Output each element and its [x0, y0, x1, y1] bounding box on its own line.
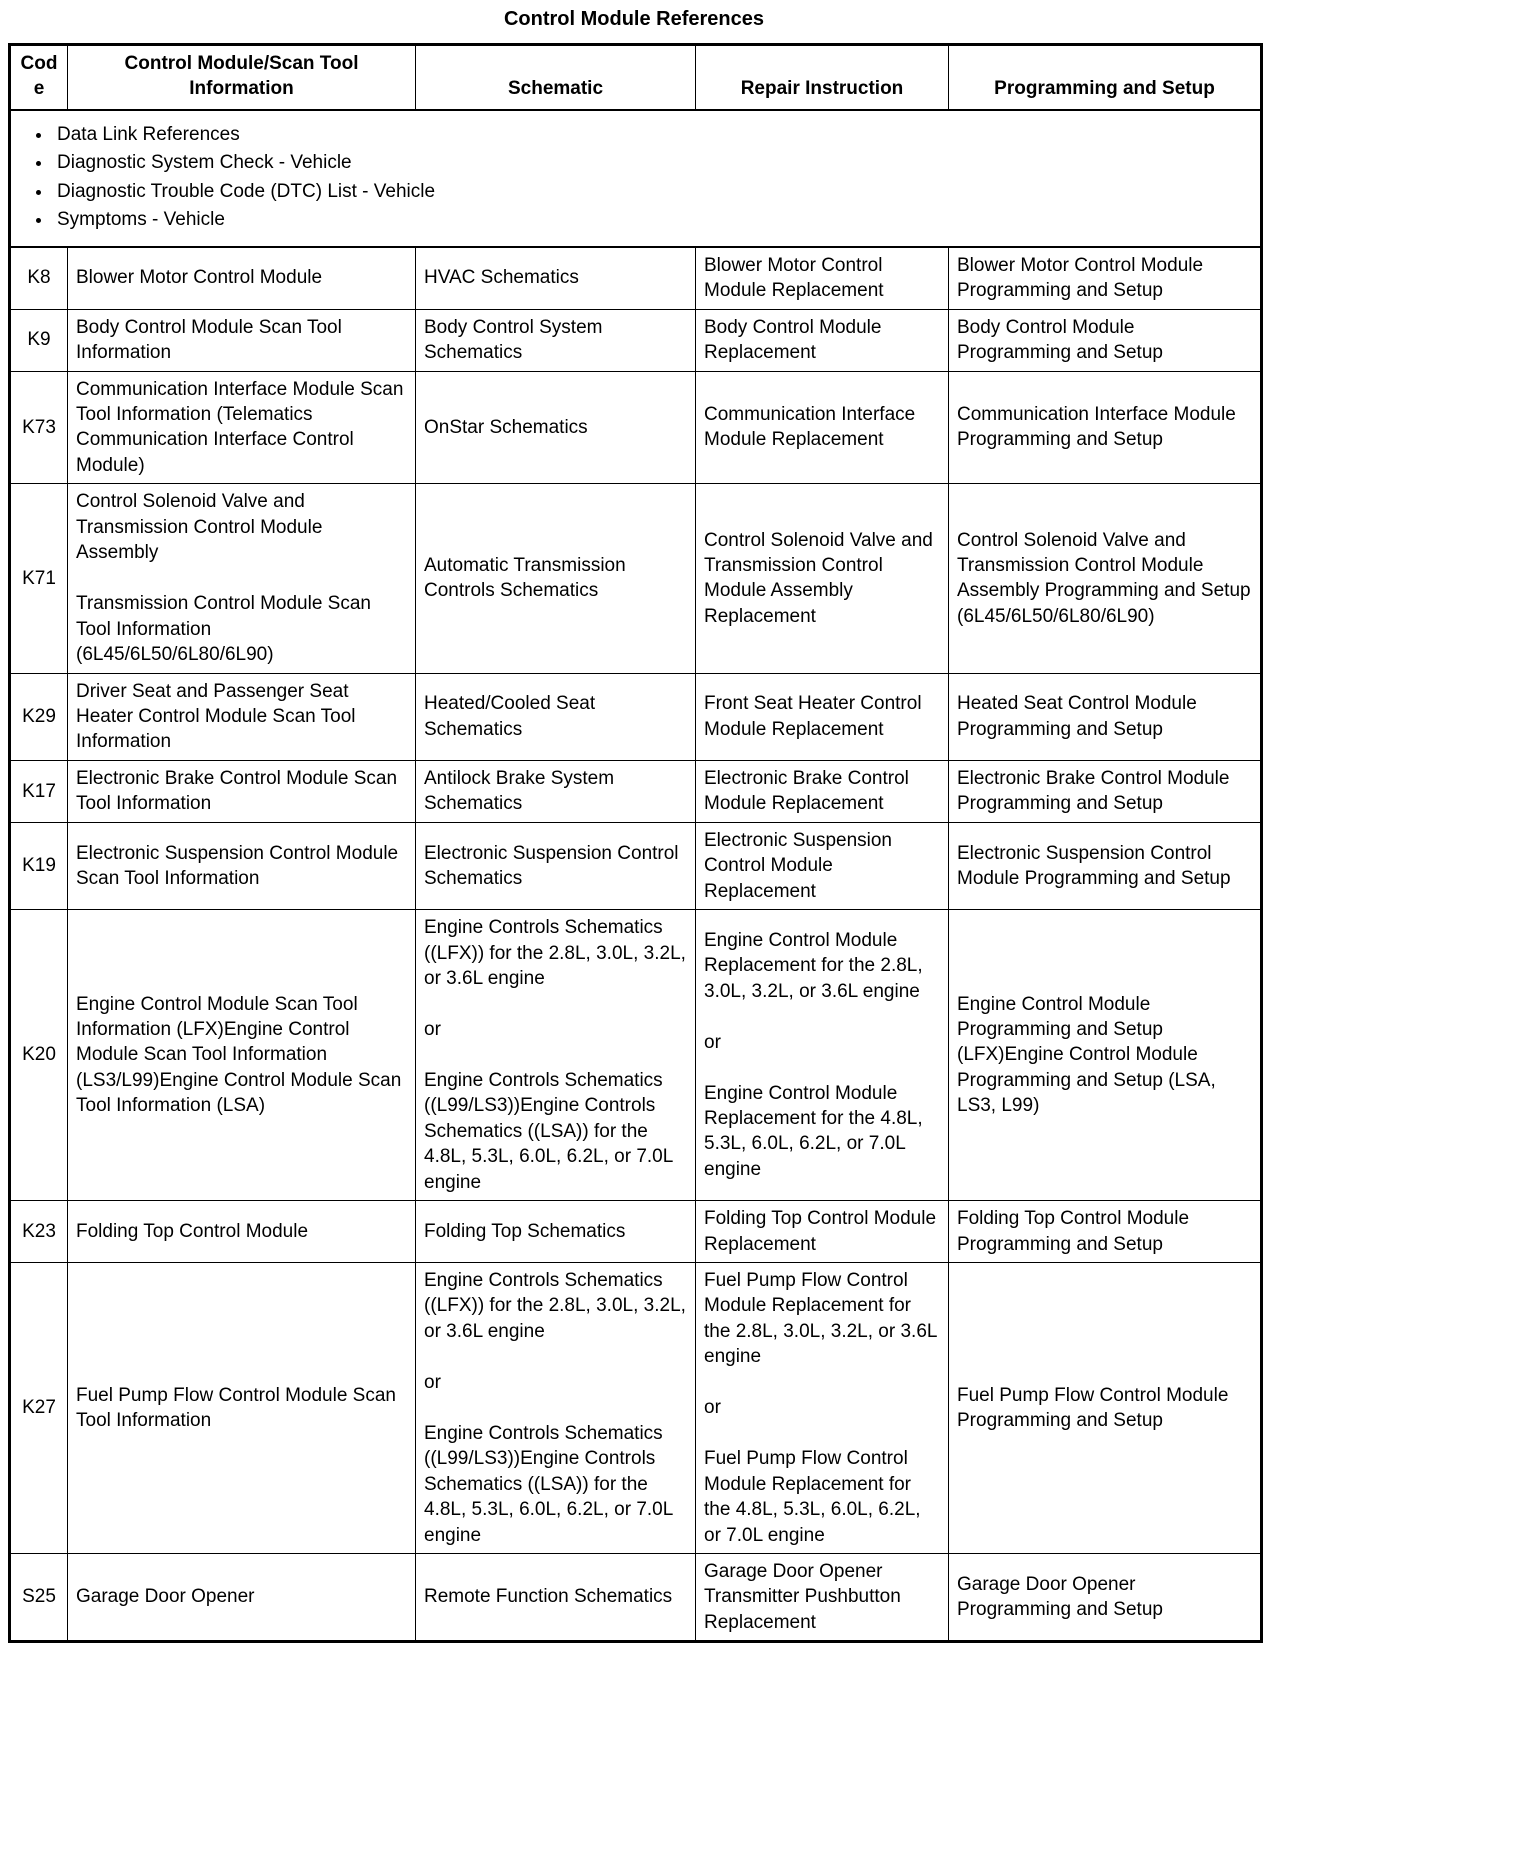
table-row [10, 1263, 1262, 1554]
programming-cell: Electronic Brake Control Module Programming and Setup [949, 760, 1262, 822]
programming-cell: Fuel Pump Flow Control Module Programming and Setup [949, 1263, 1262, 1554]
code-cell: K8 [10, 247, 68, 309]
code-cell: K20 [10, 910, 68, 1201]
code-cell: K23 [10, 1201, 68, 1263]
schematic-cell: Electronic Suspension Control Schematics [416, 822, 696, 909]
schematic-cell: OnStar Schematics [416, 371, 696, 484]
repair-cell: Fuel Pump Flow Control Module Replacement for the 2.8L, 3.0L, 3.2L, or 3.6L engine or Fuel Pump Flow Control Module Replacement for the 4.8L, 5.3L, 6.0L, 6.2L, or 7.0L engine [696, 1263, 949, 1554]
table-row [10, 484, 1262, 673]
col-header-programming: Programming and Setup [949, 45, 1262, 110]
general-references-list [21, 122, 1250, 233]
list-item: • Diagnostic System Check - Vehicle [53, 150, 1250, 175]
programming-cell: Engine Control Module Programming and Setup (LFX)Engine Control Module Programming and Setup (LSA, LS3, L99) [949, 910, 1262, 1201]
general-references-cell [10, 110, 1262, 247]
code-cell: K71 [10, 484, 68, 673]
programming-cell: Electronic Suspension Control Module Programming and Setup [949, 822, 1262, 909]
list-item: • Diagnostic Trouble Code (DTC) List - Vehicle [53, 179, 1250, 204]
col-header-info: Control Module/Scan Tool Information [68, 45, 416, 110]
programming-cell: Garage Door Opener Programming and Setup [949, 1554, 1262, 1642]
code-cell: S25 [10, 1554, 68, 1642]
info-cell: Communication Interface Module Scan Tool Information (Telematics Communication Interface Control Module) [68, 371, 416, 484]
code-cell: K27 [10, 1263, 68, 1554]
schematic-cell: Remote Function Schematics [416, 1554, 696, 1642]
info-cell: Electronic Brake Control Module Scan Tool Information [68, 760, 416, 822]
table-row [10, 371, 1262, 484]
code-cell: K19 [10, 822, 68, 909]
schematic-cell: HVAC Schematics [416, 247, 696, 309]
general-references-row [10, 110, 1262, 247]
schematic-cell: Antilock Brake System Schematics [416, 760, 696, 822]
info-cell: Fuel Pump Flow Control Module Scan Tool Information [68, 1263, 416, 1554]
code-cell: K9 [10, 309, 68, 371]
repair-cell: Control Solenoid Valve and Transmission Control Module Assembly Replacement [696, 484, 949, 673]
document-body [8, 8, 1260, 1643]
code-cell: K73 [10, 371, 68, 484]
table-row [10, 673, 1262, 760]
code-cell: K29 [10, 673, 68, 760]
table-row [10, 1554, 1262, 1642]
schematic-cell: Automatic Transmission Controls Schematics [416, 484, 696, 673]
control-module-references-table [8, 43, 1263, 1643]
table-row [10, 760, 1262, 822]
table-header [10, 45, 1262, 110]
code-cell: K17 [10, 760, 68, 822]
repair-cell: Communication Interface Module Replacement [696, 371, 949, 484]
repair-cell: Body Control Module Replacement [696, 309, 949, 371]
list-item: • Symptoms - Vehicle [53, 207, 1250, 232]
repair-cell: Folding Top Control Module Replacement [696, 1201, 949, 1263]
schematic-cell: Body Control System Schematics [416, 309, 696, 371]
repair-cell: Electronic Suspension Control Module Replacement [696, 822, 949, 909]
repair-cell: Engine Control Module Replacement for the 2.8L, 3.0L, 3.2L, or 3.6L engine or Engine Control Module Replacement for the 4.8L, 5.3L, 6.0L, 6.2L, or 7.0L engine [696, 910, 949, 1201]
table-row [10, 1201, 1262, 1263]
info-cell: Electronic Suspension Control Module Scan Tool Information [68, 822, 416, 909]
repair-cell: Garage Door Opener Transmitter Pushbutton Replacement [696, 1554, 949, 1642]
programming-cell: Blower Motor Control Module Programming and Setup [949, 247, 1262, 309]
repair-cell: Blower Motor Control Module Replacement [696, 247, 949, 309]
table-body [10, 110, 1262, 1642]
programming-cell: Communication Interface Module Programming and Setup [949, 371, 1262, 484]
repair-cell: Front Seat Heater Control Module Replacement [696, 673, 949, 760]
table-row [10, 822, 1262, 909]
schematic-cell: Engine Controls Schematics ((LFX)) for the 2.8L, 3.0L, 3.2L, or 3.6L engine or Engine Controls Schematics ((L99/LS3))Engine Controls Schematics ((LSA)) for the 4.8L, 5.3L, 6.0L, 6.2L, or 7.0L engine [416, 910, 696, 1201]
table-row [10, 910, 1262, 1201]
col-header-code: Code [10, 45, 68, 110]
info-cell: Control Solenoid Valve and Transmission Control Module Assembly Transmission Control Module Scan Tool Information (6L45/6L50/6L80/6L90) [68, 484, 416, 673]
schematic-cell: Engine Controls Schematics ((LFX)) for the 2.8L, 3.0L, 3.2L, or 3.6L engine or Engine Controls Schematics ((L99/LS3))Engine Controls Schematics ((LSA)) for the 4.8L, 5.3L, 6.0L, 6.2L, or 7.0L engine [416, 1263, 696, 1554]
info-cell: Blower Motor Control Module [68, 247, 416, 309]
info-cell: Engine Control Module Scan Tool Information (LFX)Engine Control Module Scan Tool Information (LS3/L99)Engine Control Module Scan Tool Information (LSA) [68, 910, 416, 1201]
info-cell: Garage Door Opener [68, 1554, 416, 1642]
programming-cell: Folding Top Control Module Programming and Setup [949, 1201, 1262, 1263]
table-row [10, 309, 1262, 371]
schematic-cell: Heated/Cooled Seat Schematics [416, 673, 696, 760]
col-header-schematic: Schematic [416, 45, 696, 110]
schematic-cell: Folding Top Schematics [416, 1201, 696, 1263]
programming-cell: Body Control Module Programming and Setup [949, 309, 1262, 371]
programming-cell: Control Solenoid Valve and Transmission Control Module Assembly Programming and Setup (6L45/6L50/6L80/6L90) [949, 484, 1262, 673]
repair-cell: Electronic Brake Control Module Replacement [696, 760, 949, 822]
info-cell: Driver Seat and Passenger Seat Heater Control Module Scan Tool Information [68, 673, 416, 760]
list-item: • Data Link References [53, 122, 1250, 147]
table-row [10, 247, 1262, 309]
info-cell: Folding Top Control Module [68, 1201, 416, 1263]
col-header-repair: Repair Instruction [696, 45, 949, 110]
page-title: Control Module References [503, 8, 765, 30]
programming-cell: Heated Seat Control Module Programming and Setup [949, 673, 1262, 760]
info-cell: Body Control Module Scan Tool Information [68, 309, 416, 371]
header-row [10, 45, 1262, 110]
